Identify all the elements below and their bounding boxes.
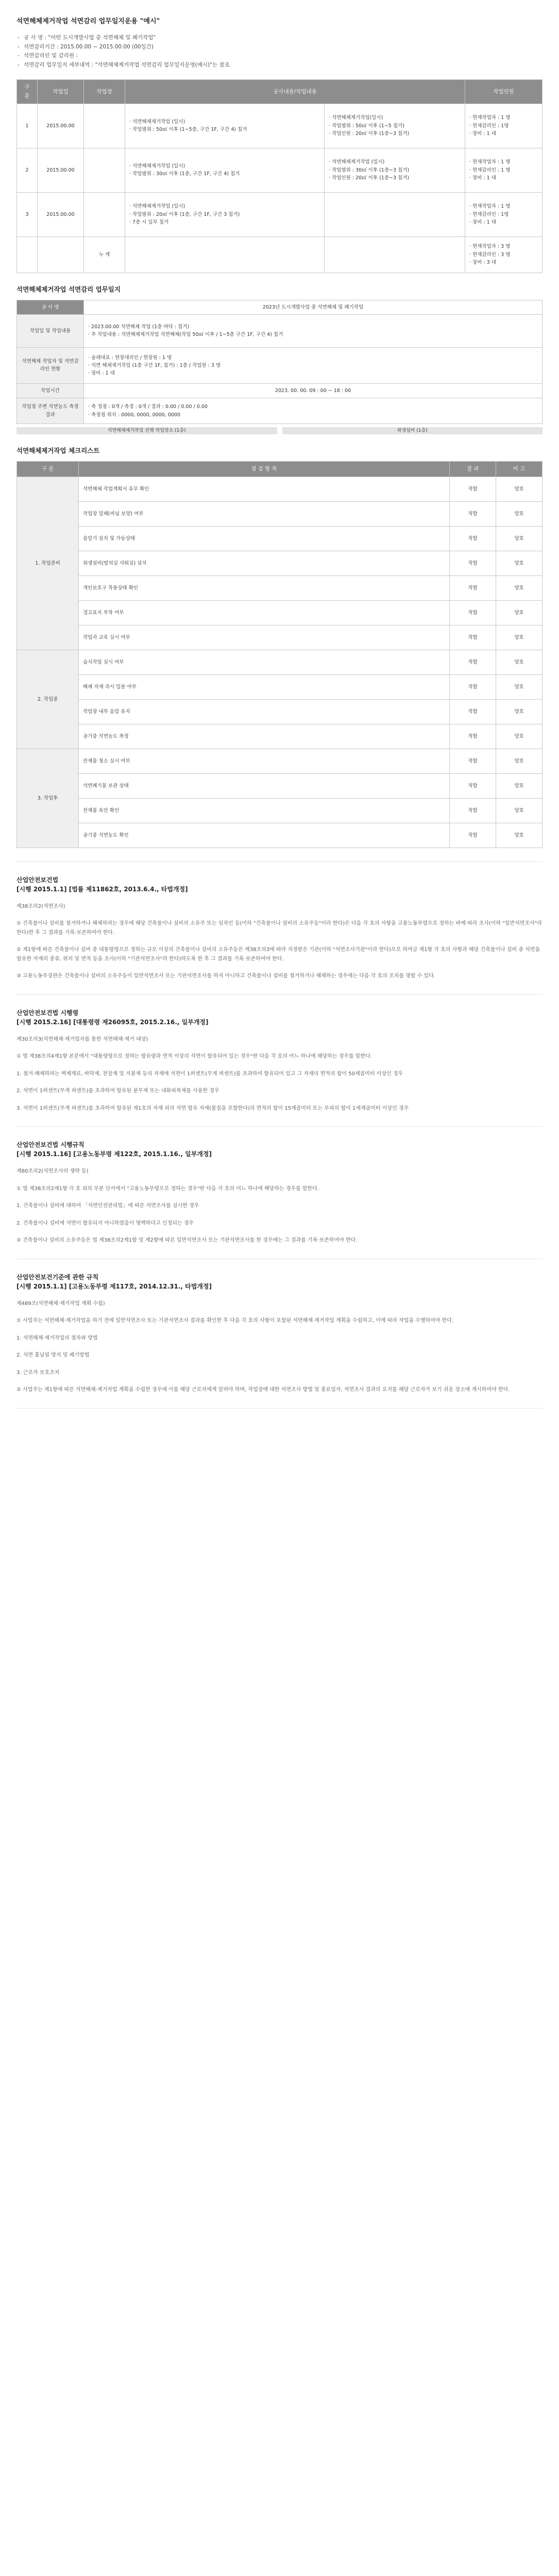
cell: 2015.00.00 [38,148,84,192]
intro-title: 석면해체제거작업 석면감리 업무일지운용 "예시" [16,18,160,25]
cell [38,236,84,273]
journal-extra [16,427,543,434]
cell: · 석면해체제거작업 (일시) · 작업범위 : 30㎡ 이후 (1층, 구간 1F, 구간 4) 칩거 [125,148,325,192]
check-note: 양호 [496,674,543,699]
row-label: 공 사 명 [17,300,84,314]
row-value: 2023년 도시개발사업 중 석면해체 및 폐기작업 [84,300,543,314]
check-note: 양호 [496,724,543,749]
check-item: 석면해체 작업계획서 유무 확인 [79,477,450,501]
col-header: 결 과 [450,462,496,477]
divider [16,1408,543,1409]
law-paragraph: 1. 석면해체·제거작업의 절차와 방법 [16,1335,98,1341]
check-item: 해체 자재 즉시 밀봉 여부 [79,674,450,699]
checklist-row [17,773,543,798]
law-paragraph: 2. 석면이 1퍼센트(무게 퍼센트)를 초과하여 함유된 분무재 또는 내화피복재를 사용한 경우 [16,1088,219,1094]
check-result: 적합 [450,823,496,848]
intro-item: - 석면감리인 및 감리원 : [16,52,543,61]
check-note: 양호 [496,823,543,848]
checklist-row [17,526,543,551]
law-paragraph: 제80조의2(석면조사의 생략 등) [16,1168,89,1175]
law-paragraph: 2. 건축물이나 설비에 석면이 함유되지 아니하였음이 명백하다고 인정되는 경우 [16,1220,194,1226]
check-result: 적합 [450,625,496,650]
col-header: 비 고 [496,462,543,477]
cell: 3 [17,192,38,236]
law-paragraph: 제38조의2(석면조사) [16,903,65,909]
row-value: · 측 정점 : 0개 / 측정 : 0개 / 결과 : 0.00 / 0.00 / 0.00 · 측정점 위치 : 0000, 0000, 0000, 0000 [84,398,543,424]
cell [325,192,465,236]
checklist-row [17,575,543,600]
law-paragraph: 1. 건축물이나 설비에 대하여 「석면안전관리법」에 따른 석면조사를 실시한 경우 [16,1203,199,1209]
cell: 2 [17,148,38,192]
check-note: 양호 [496,798,543,823]
col-header: 작업인원 [465,80,543,104]
law-sections [16,875,543,1409]
law-section [16,1140,543,1245]
check-result: 적합 [450,724,496,749]
check-item: 작업장 내부 음압 유지 [79,699,450,724]
divider [16,1126,543,1127]
check-item: 석면폐기물 보관 상태 [79,773,450,798]
law-title: 산업안전보건기준에 관한 규칙 [16,1273,99,1281]
check-result: 적합 [450,773,496,798]
law-paragraph: 제489조(석면해체·제거작업 계획 수립) [16,1300,105,1307]
check-item: 공기중 석면농도 확인 [79,823,450,848]
checklist-row [17,798,543,823]
col-header: 공사내용/작업내용 [125,80,465,104]
cell [125,236,325,273]
check-item: 작업장 밀폐(비닐 보양) 여부 [79,501,450,526]
journal-table [16,300,543,424]
check-item: 잔재물 청소 실시 여부 [79,749,450,773]
checklist-row [17,674,543,699]
law-paragraph: 제30조의3(석면해체·제거업자를 통한 석면해체·제거 대상) [16,1036,148,1042]
check-result: 적합 [450,749,496,773]
check-note: 양호 [496,551,543,575]
cell: · 석면해체제거작업 (일시) · 작업범위 : 50㎡ 이후 (1~5층, 구간 1F, 구간 4) 칩거 [125,104,325,148]
checklist-row [17,477,543,501]
law-paragraph: 3. 근로자 보호조치 [16,1369,60,1376]
check-result: 적합 [450,600,496,625]
check-note: 양호 [496,625,543,650]
law-section [16,875,543,981]
check-item: 개인보호구 착용상태 확인 [79,575,450,600]
check-result: 적합 [450,674,496,699]
law-paragraph: ① 법 제38조의4제1항 본문에서 "대통령령으로 정하는 함유량과 면적 이상의 석면이 함유되어 있는 경우"란 다음 각 호의 어느 하나에 해당하는 경우를 말한다. [16,1054,372,1060]
cell: · 현재작업자 : 1 명 · 현재감리인 : 1 명 · 장비 : 1 대 [465,148,543,192]
cell: · 석면해체제거작업(일시) · 작업범위 : 50㎡ 이후 (1~5 칩거) · 작업인원 : 20㎡ 이후 (1층~3 칩거) [325,104,465,148]
intro-list [16,33,543,70]
intro-item: - 석면감리 업무일지 세부내역 : "석면해체제거작업 석면감리 업무일지운영(예시)"는 참조 [16,61,543,70]
check-result: 적합 [450,650,496,674]
check-result: 적합 [450,699,496,724]
check-note: 양호 [496,477,543,501]
checklist-row [17,501,543,526]
checklist-title: 석면해체제거작업 체크리스트 [16,447,100,455]
row-label: 작업일 및 작업내용 [17,314,84,347]
col-header: 작업장 [84,80,125,104]
law-paragraph: ② 제1항에 따른 건축물이나 설비 중 대통령령으로 정하는 규모 이상의 건축물이나 설비의 소유주등은 제38조의3에 따라 지정받은 기관(이하 "석면조사기관"이라 한다)으로 하여금 제1항 각 호의 사항과 해당 건축물이나 설비 중 석면을 함유한 자재의 종류, 위치 및 면적 등을 조사(이하 "기관석면조사"라 한다)하도록 한 후 그 결과를 기록·보존하여야 한다. [16,947,540,962]
check-note: 양호 [496,773,543,798]
checklist-row [17,625,543,650]
cell: · 현재작업자 : 3 명 · 현재감리인 : 3 명 · 장비 : 3 대 [465,236,543,273]
cell [325,236,465,273]
group-label: 2. 작업중 [17,650,79,749]
group-label: 1. 작업준비 [17,477,79,650]
law-paragraph: ① 사업주는 석면해체·제거작업을 하기 전에 일반석면조사 또는 기관석면조사 결과를 확인한 후 다음 각 호의 사항이 포함된 석면해체·제거작업 계획을 수립하고, 이에 따라 작업을 수행하여야 한다. [16,1318,454,1324]
table-row-total [17,236,543,273]
group-label: 3. 작업후 [17,749,79,848]
extra-bar: 위생설비 (1층) [282,427,543,434]
law-subtitle: [시행 2015.1.1] [법률 제11862호, 2013.6.4., 타법개정] [16,885,188,893]
check-result: 적합 [450,551,496,575]
col-header: 점 검 항 목 [79,462,450,477]
checklist-row [17,724,543,749]
check-note: 양호 [496,501,543,526]
check-item: 잔재물 육안 확인 [79,798,450,823]
cell [84,148,125,192]
check-item: 위생설비(탈의실 샤워실) 설치 [79,551,450,575]
cell: · 석면해체제거작업 (일시) · 작업범위 : 30㎡ 이후 (1층~3 칩거) · 작업인원 : 20㎡ 이후 (1층~3 칩거) [325,148,465,192]
extra-bar: 석면해체제거작업 진행 작업장소 (1층) [16,427,277,434]
checklist-row [17,551,543,575]
law-paragraph: 2. 석면 흩날림 방지 및 폐기방법 [16,1352,90,1359]
law-paragraph: 3. 석면이 1퍼센트(무게 퍼센트)를 초과하여 함유된 제1호의 자재 외의 석면 함유 자재(물질을 포함한다)의 면적의 합이 15제곱미터 또는 부피의 합이 1세제곱미터 이상인 경우 [16,1105,409,1111]
law-title: 산업안전보건법 [16,876,59,884]
check-note: 양호 [496,650,543,674]
law-paragraph: ② 사업주는 제1항에 따른 석면해체·제거작업 계획을 수립한 경우에 이를 해당 근로자에게 알려야 하며, 작업장에 대한 석면조사 방법 및 종료일자, 석면조사 결과의 요지를 해당 근로자가 보기 쉬운 장소에 게시하여야 한다. [16,1387,510,1393]
check-item: 공기중 석면농도 측정 [79,724,450,749]
law-paragraph: ① 법 제38조의2제1항 각 호 외의 부분 단서에서 "고용노동부령으로 정하는 경우"란 다음 각 호의 어느 하나에 해당하는 경우를 말한다. [16,1185,319,1192]
intro-item: - 공 사 명 : "어떤 도시개발사업 중 석면해체 및 폐기작업" [16,33,543,43]
check-note: 양호 [496,600,543,625]
checklist-row [17,823,543,848]
table-row [17,104,543,148]
check-result: 적합 [450,575,496,600]
col-header: 구 분 [17,462,79,477]
cell: · 현재작업자 : 1 명 · 현재감리인 : 1명 · 장비 : 1 대 [465,192,543,236]
check-result: 적합 [450,501,496,526]
law-title: 산업안전보건법 시행규칙 [16,1141,84,1149]
divider [16,861,543,862]
checklist-row [17,749,543,773]
checklist-row [17,650,543,674]
table-row [17,192,543,236]
row-label: 석면해체 작업자 및 석면감리인 현황 [17,347,84,383]
law-subtitle: [시행 2015.1.1] [고용노동부령 제117호, 2014.12.31., 타법개정] [16,1282,212,1290]
check-note: 양호 [496,699,543,724]
law-paragraph: 1. 철거·해체하려는 벽체재료, 바닥재, 천장재 및 지붕재 등의 자재에 석면이 1퍼센트(무게 퍼센트)를 초과하여 함유되어 있고 그 자재의 면적의 합이 50제곱미터 이상인 경우 [16,1071,403,1077]
row-label: 작업장 주변 석면농도 측정 결과 [17,398,84,424]
col-header: 작업일 [38,80,84,104]
cell: 2015.00.00 [38,192,84,236]
journal-title: 석면해체제거작업 석면감리 업무일지 [16,285,121,293]
cell: · 석면해체제거작업 (일시) · 작업범위 : 20㎡ 이후 (1층, 구간 1F, 구간 3 칩거) · 7층 시 일부 칩거 [125,192,325,236]
cell [17,236,38,273]
table-row [17,148,543,192]
divider [16,994,543,995]
law-title: 산업안전보건법 시행령 [16,1009,79,1016]
law-section [16,1273,543,1395]
law-section [16,1008,543,1113]
law-paragraph: ① 건축물이나 설비를 철거하거나 해체하려는 경우에 해당 건축물이나 설비의 소유주 또는 임차인 등(이하 "건축물이나 설비의 소유주등"이라 한다)은 다음 각 호의 사항을 고용노동부령으로 정하는 바에 따라 조사(이하 "일반석면조사"라 한다)한 후 그 결과를 기록·보존하여야 한다. [16,921,543,936]
law-paragraph: ② 건축물이나 설비의 소유주등은 법 제38조의2제1항 및 제2항에 따른 일반석면조사 또는 기관석면조사를 한 경우에는 그 결과를 기록·보존하여야 한다. [16,1238,358,1244]
cell: 2015.00.00 [38,104,84,148]
cell: · 현재작업자 : 1 명 · 현재감리인 : 1명 · 장비 : 1 대 [465,104,543,148]
row-label: 작업시간 [17,383,84,398]
checklist-table [16,461,543,848]
law-paragraph: ③ 고용노동부장관은 건축물이나 설비의 소유주등이 일반석면조사 또는 기관석면조사를 하지 아니하고 건축물이나 설비를 철거하거나 해체하는 경우에는 다음 각 호의 조치를 명할 수 있다. [16,973,436,979]
checklist-row [17,600,543,625]
check-result: 적합 [450,477,496,501]
row-value: 2023. 00. 00. 09 : 00 ~ 18 : 00 [84,383,543,398]
cell: 1 [17,104,38,148]
check-note: 양호 [496,526,543,551]
check-item: 작업자 교육 실시 여부 [79,625,450,650]
check-note: 양호 [496,749,543,773]
check-note: 양호 [496,575,543,600]
row-value: · 술래대표 : 현장대리인 / 현장원 : 1 명 · 석면 해체제거작업 (1층 구간 1F, 칩거) : 1층 / 작업원 : 3 명 · 장비 : 1 대 [84,347,543,383]
check-item: 습식작업 실시 여부 [79,650,450,674]
row-value: · 2023.00.00 석면해체 작업 (1층 바닥 : 칩거) · 추 작업내용 : 석면해체제거작업 석면해체(작업 50㎡ 이후 / 1~5층 구간 1F, 구간 4) 칩거 [84,314,543,347]
cell [84,104,125,148]
schedule-table [16,79,543,273]
col-header: 구 분 [17,80,38,104]
cell: 누 계 [84,236,125,273]
cell [84,192,125,236]
law-subtitle: [시행 2015.1.16] [고용노동부령 제122호, 2015.1.16., 일부개정] [16,1150,212,1158]
check-item: 경고표지 부착 여부 [79,600,450,625]
check-item: 음압기 설치 및 가동상태 [79,526,450,551]
intro-item: - 석면감리기간 : 2015.00.00 ~ 2015.00.00 (00일간) [16,43,543,52]
law-subtitle: [시행 2015.2.16] [대통령령 제26095호, 2015.2.16., 일부개정] [16,1018,209,1026]
checklist-row [17,699,543,724]
check-result: 적합 [450,526,496,551]
check-result: 적합 [450,798,496,823]
